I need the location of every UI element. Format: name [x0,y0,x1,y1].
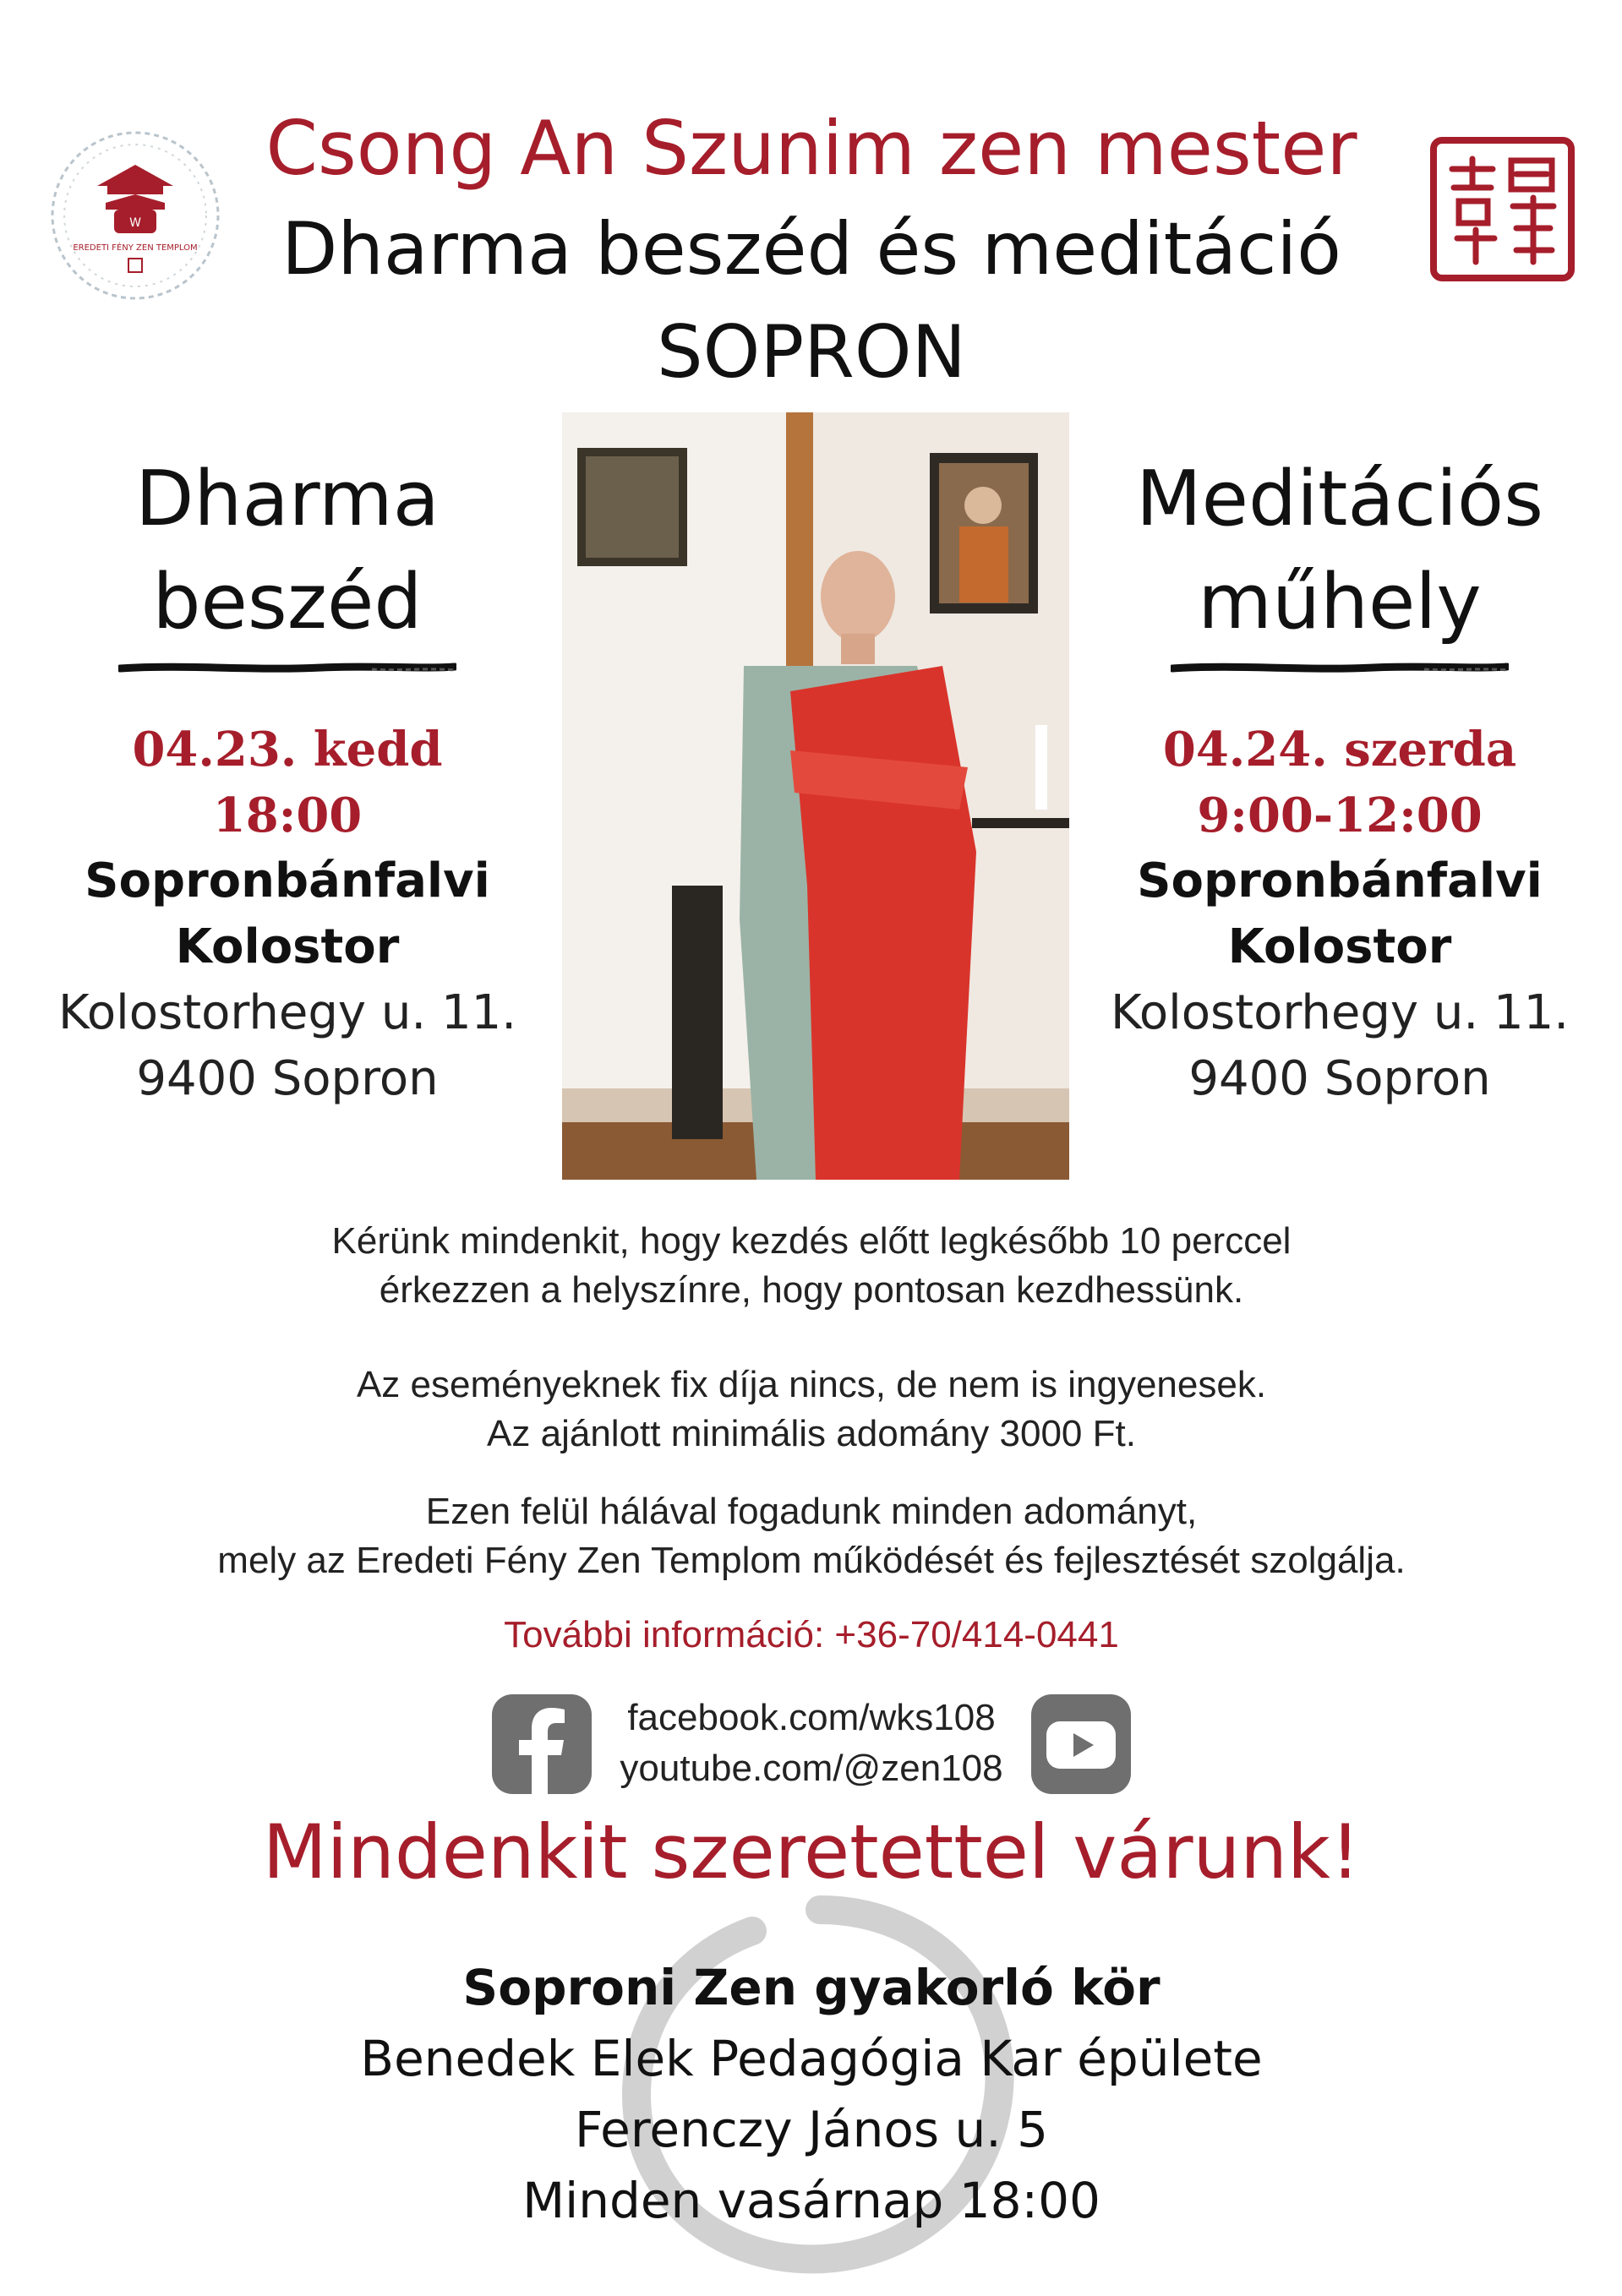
dharma-talk-column [25,448,549,1112]
temple-logo [46,127,224,304]
zen-group-location: Benedek Elek Pedagógia Kar épülete [360,2030,1263,2087]
donation-notice-line1: Ezen felül hálával fogadunk minden adományt, [425,1491,1198,1532]
zen-group-footer [211,1952,1412,2236]
zen-group-schedule: Minden vasárnap 18:00 [522,2172,1100,2229]
arrival-notice-line1: Kérünk mindenkit, hogy kezdés előtt legkésőbb 10 perccel [331,1220,1292,1262]
master-name-title: Csong An Szunim zen mester [265,105,1357,192]
welcome-message: Mindenkit szeretettel várunk! [262,1808,1361,1895]
fee-notice [169,1361,1454,1459]
dharma-talk-address-line1: Kolostorhegy u. 11. [57,985,517,1040]
brush-stroke-divider [1171,661,1509,676]
dharma-talk-heading-line1: Dharma [135,455,440,543]
facebook-link[interactable]: facebook.com/wks108 [627,1697,996,1738]
zen-master-photo [562,412,1069,1180]
youtube-icon[interactable] [1031,1694,1131,1794]
red-seal-icon [1428,135,1576,283]
svg-text:EREDETI FÉNY ZEN TEMPLOM: EREDETI FÉNY ZEN TEMPLOM [73,243,198,253]
dharma-talk-venue-line2: Kolostor [175,919,400,974]
meditation-workshop-column [1078,448,1602,1112]
meditation-address-line1: Kolostorhegy u. 11. [1110,985,1570,1040]
contact-info: További információ: +36-70/414-0441 [504,1614,1119,1655]
city-title: SOPRON [657,310,966,395]
youtube-link[interactable]: youtube.com/@zen108 [620,1748,1003,1789]
social-links [541,1693,1082,1794]
meditation-venue-line1: Sopronbánfalvi [1137,854,1543,908]
arrival-notice [169,1217,1454,1315]
dharma-talk-venue-line1: Sopronbánfalvi [85,854,490,908]
dharma-talk-address-line2: 9400 Sopron [136,1051,439,1106]
dharma-talk-date: 04.23. kedd [132,722,443,777]
zen-group-address: Ferenczy János u. 5 [574,2101,1049,2158]
meditation-heading-line1: Meditációs [1135,455,1544,543]
meditation-heading-line2: műhely [1198,558,1482,646]
meditation-venue-line2: Kolostor [1227,919,1452,974]
meditation-time: 9:00-12:00 [1197,788,1483,843]
donation-notice [169,1487,1454,1585]
zen-group-title: Soproni Zen gyakorló kör [462,1959,1161,2016]
event-subtitle: Dharma beszéd és meditáció [281,207,1341,292]
fee-notice-line1: Az eseményeknek fix díja nincs, de nem is ingyenesek. [356,1364,1267,1405]
dharma-talk-time: 18:00 [212,788,363,843]
meditation-address-line2: 9400 Sopron [1188,1051,1491,1106]
svg-text:W: W [129,216,141,230]
meditation-date: 04.24. szerda [1162,722,1517,777]
dharma-talk-heading-line2: beszéd [152,558,423,646]
fee-notice-line2: Az ajánlott minimális adomány 3000 Ft. [487,1413,1136,1454]
donation-notice-line2: mely az Eredeti Fény Zen Templom működését és fejlesztését szolgálja. [217,1540,1406,1581]
brush-stroke-divider [118,661,456,676]
arrival-notice-line2: érkezzen a helyszínre, hogy pontosan kezdhessünk. [379,1269,1244,1311]
